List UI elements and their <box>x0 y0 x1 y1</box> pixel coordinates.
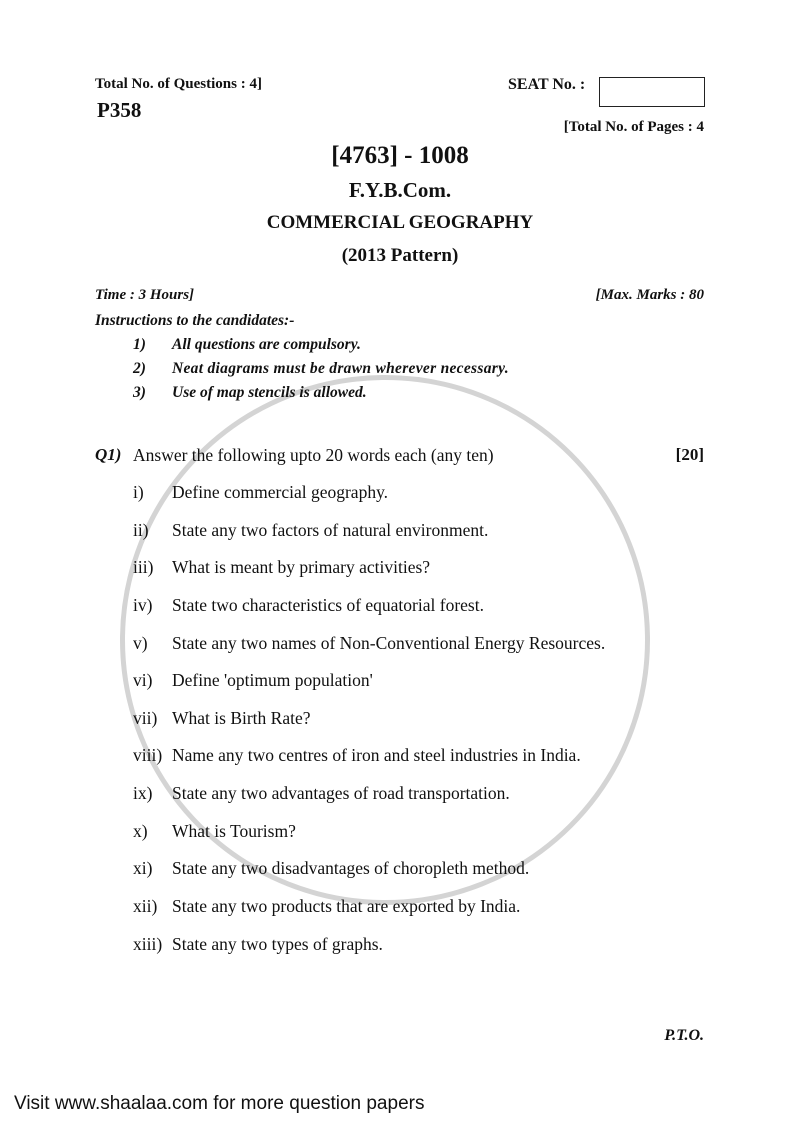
item-number: xi) <box>133 858 153 878</box>
instruction-text: All questions are compulsory. <box>172 336 361 353</box>
item-text: State two characteristics of equatorial forest. <box>172 595 484 615</box>
item-text: Define commercial geography. <box>172 482 389 502</box>
list-item <box>0 557 800 579</box>
item-text: State any two advantages of road transportation. <box>172 783 510 803</box>
total-questions: Total No. of Questions : 4] <box>95 76 262 92</box>
list-item <box>0 745 800 767</box>
list-item <box>0 633 800 655</box>
instructions-heading: Instructions to the candidates:- <box>95 312 295 329</box>
item-number: iv) <box>133 595 153 615</box>
item-text: Define 'optimum population' <box>172 670 373 690</box>
footer-link[interactable]: Visit www.shaalaa.com for more question papers <box>14 1093 425 1114</box>
item-number: xiii) <box>133 934 163 954</box>
instruction-num: 3) <box>133 384 146 401</box>
question-marks: [20] <box>675 445 704 464</box>
seat-number-box <box>599 77 705 107</box>
max-marks: [Max. Marks : 80 <box>595 287 704 303</box>
item-number: v) <box>133 633 148 653</box>
item-text: State any two factors of natural environment. <box>172 520 489 540</box>
item-number: x) <box>133 821 148 841</box>
item-text: What is Birth Rate? <box>172 708 311 728</box>
list-item <box>0 595 800 617</box>
subject-title: COMMERCIAL GEOGRAPHY <box>266 212 534 233</box>
list-item <box>0 934 800 956</box>
item-text: State any two names of Non-Conventional Energy Resources. <box>172 633 606 653</box>
instruction-text: Neat diagrams must be drawn wherever necessary. <box>172 360 509 377</box>
item-text: State any two types of graphs. <box>172 934 383 954</box>
item-number: vi) <box>133 670 153 690</box>
item-number: i) <box>133 482 144 502</box>
course-name: F.Y.B.Com. <box>348 178 452 202</box>
item-text: What is meant by primary activities? <box>172 557 431 577</box>
item-number: xii) <box>133 896 158 916</box>
total-pages: [Total No. of Pages : 4 <box>563 119 704 135</box>
list-item <box>0 482 800 504</box>
list-item <box>0 708 800 730</box>
instruction-text: Use of map stencils is allowed. <box>172 384 367 401</box>
seat-label: SEAT No. : <box>508 76 586 93</box>
paper-code: P358 <box>97 98 142 122</box>
list-item <box>0 670 800 692</box>
item-text: What is Tourism? <box>172 821 296 841</box>
item-text: Name any two centres of iron and steel industries in India. <box>172 745 581 765</box>
instruction-num: 1) <box>133 336 146 353</box>
list-item <box>0 783 800 805</box>
item-text: State any two products that are exported by India. <box>172 896 521 916</box>
list-item <box>0 858 800 880</box>
item-number: ix) <box>133 783 153 803</box>
list-item <box>0 520 800 542</box>
item-number: iii) <box>133 557 154 577</box>
item-text: State any two disadvantages of choropleth method. <box>172 858 530 878</box>
question-label: Q1) <box>95 445 122 464</box>
item-number: vii) <box>133 708 158 728</box>
instruction-num: 2) <box>133 360 146 377</box>
list-item <box>0 821 800 843</box>
please-turn-over: P.T.O. <box>664 1027 704 1044</box>
paper-number: [4763] - 1008 <box>331 142 469 169</box>
question-prompt: Answer the following upto 20 words each (any ten) <box>133 445 494 465</box>
time-allowed: Time : 3 Hours] <box>95 287 195 303</box>
item-number: ii) <box>133 520 149 540</box>
item-number: viii) <box>133 745 163 765</box>
list-item <box>0 896 800 918</box>
pattern: (2013 Pattern) <box>341 245 459 266</box>
